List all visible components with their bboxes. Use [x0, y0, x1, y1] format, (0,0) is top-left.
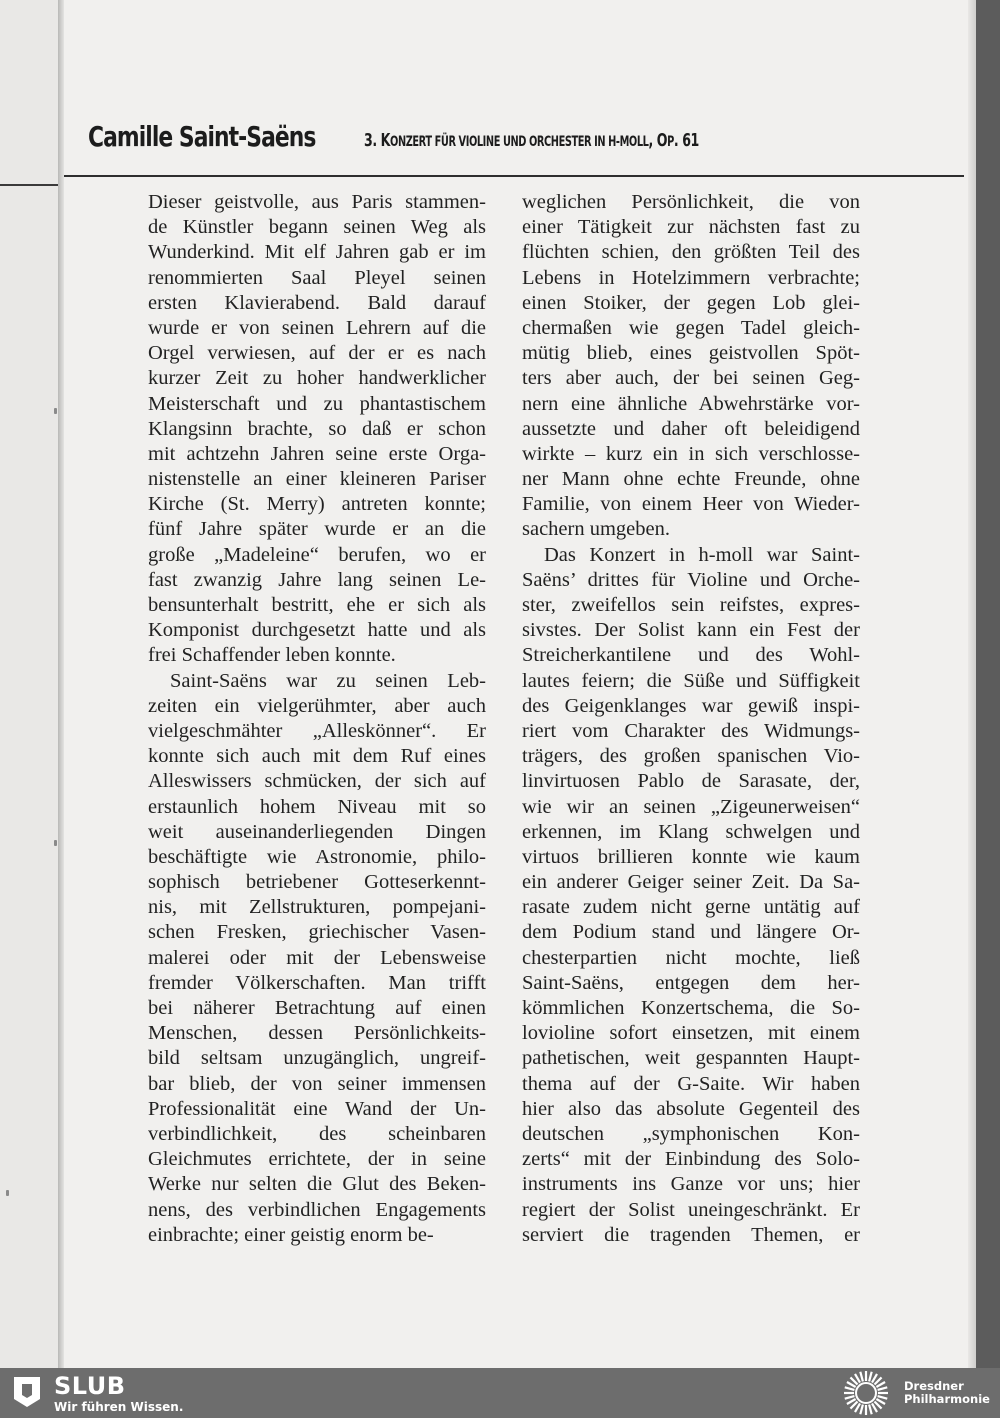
text-line: renommierten Saal Pleyel seinen	[148, 266, 486, 289]
work-opus-smallcaps: P	[667, 134, 674, 150]
work-title	[364, 130, 699, 151]
text-line: aussetzte und daher oft beleidigend	[522, 417, 860, 440]
text-line: verbindlichkeit, des scheinbaren	[148, 1122, 486, 1145]
text-line: Menschen, dessen Persönlichkeits-	[148, 1022, 486, 1045]
work-number: 3. K	[364, 130, 391, 151]
text-line: beschäftigte wie Astronomie, philo-	[148, 845, 486, 868]
text-line: schen Fresken, griechischer Vasen-	[148, 921, 486, 944]
text-line: einer Tätigkeit zur nächsten fast zu	[522, 216, 860, 239]
text-line: fremder Völkerschaften. Man trifft	[148, 971, 486, 994]
text-line: virtuos brillieren konnte wie kaum	[522, 845, 860, 868]
text-line: ters aber auch, der bei seinen Geg-	[522, 367, 860, 390]
text-line: bensunterhalt bestritt, ehe er sich als	[148, 594, 486, 616]
text-line: Familie, von einem Heer von Wieder-	[522, 493, 860, 516]
text-line: zerts“ mit der Einbindung des Solo-	[522, 1148, 860, 1171]
next-page-edge	[968, 0, 976, 1368]
composer-title: Camille Saint-Saëns	[88, 120, 316, 153]
text-line: sachern umgeben.	[522, 518, 670, 541]
text-line: ner Mann ohne echte Freunde, ohne	[522, 468, 860, 491]
text-line: Saint-Saëns war zu seinen Leb-	[170, 669, 486, 692]
text-line: Komponist durchgesetzt hatte und als	[148, 619, 486, 642]
text-line: Professionalität eine Wand der Un-	[148, 1097, 486, 1120]
partner-name	[904, 1380, 990, 1406]
text-line: lovioline sofort einsetzen, mit einem	[522, 1022, 860, 1045]
text-line: große „Madeleine“ berufen, wo er	[148, 543, 486, 566]
text-line: deutschen „symphonischen Kon-	[522, 1122, 860, 1145]
header-rule	[64, 175, 964, 177]
text-line: weglichen Persönlichkeit, die von	[522, 191, 860, 213]
work-title-smallcaps: ONZERT FÜR VIOLINE UND ORCHESTER IN H-MOLL	[390, 134, 649, 150]
slub-tagline: Wir führen Wissen.	[54, 1400, 184, 1414]
text-line: Streicherkantilene und des Wohl-	[522, 644, 860, 667]
page-header	[88, 120, 848, 164]
text-line: regiert der Solist uneingeschränkt. Er	[522, 1198, 860, 1221]
text-line: nis, mit Zellstrukturen, pompejani-	[148, 896, 486, 919]
text-line: sophisch betriebener Gotteserkennt-	[148, 871, 486, 894]
text-line: de Künstler begann seinen Weg als	[148, 216, 486, 239]
text-line: ster, zweifellos sein reifstes, expres-	[522, 594, 860, 616]
text-line: Gleichmutes errichtete, der in seine	[148, 1148, 486, 1171]
text-line: Alleswissers schmücken, der sich auf	[148, 770, 486, 793]
text-line: mit achtzehn Jahren seine erste Orga-	[148, 442, 486, 465]
scan-background-right	[968, 0, 1000, 1368]
text-line: frei Schaffender leben konnte.	[148, 644, 396, 667]
text-line: Kirche (St. Merry) antreten konnte;	[148, 493, 486, 516]
text-line: einbrachte; einer geistig enorm be-	[148, 1223, 434, 1246]
text-line: wie wir an seinen „Zigeunerweisen“	[522, 795, 860, 818]
text-line: wirkte – kurz ein in sich verschlosse-	[522, 442, 860, 465]
work-opus-prefix: , O	[648, 130, 668, 151]
text-line: fast zwanzig Jahre lang seinen Le-	[148, 568, 486, 591]
text-line: weit auseinanderliegenden Dingen	[148, 820, 486, 843]
partner-line-1: Dresdner	[904, 1379, 964, 1393]
text-line: vielgeschmähter „Alleskönner“. Er	[148, 719, 486, 742]
partner-line-2: Philharmonie	[904, 1392, 990, 1406]
text-line: Orgel verwiesen, auf der er es nach	[148, 342, 486, 365]
text-line: Wunderkind. Mit elf Jahren gab er im	[148, 241, 486, 264]
text-line: kömmlichen Konzertschema, die So-	[522, 997, 860, 1019]
text-line: instruments ins Ganze vor uns; hier	[522, 1173, 860, 1196]
text-line: chesterpartien nicht mochte, ließ	[522, 946, 860, 969]
text-line: malerei oder mit der Lebensweise	[148, 946, 486, 969]
slub-logo-icon	[10, 1375, 44, 1409]
text-line: Werke nur selten die Glut des Beken-	[148, 1173, 486, 1196]
text-line: Saint-Saëns, entgegen dem her-	[522, 971, 860, 994]
text-line: hier also das absolute Gegenteil des	[522, 1097, 860, 1120]
text-line: Das Konzert in h-moll war Saint-	[544, 543, 860, 566]
text-line: serviert die tragenden Themen, er	[522, 1223, 860, 1246]
text-line: nens, des verbindlichen Engagements	[148, 1198, 486, 1221]
text-line: mütig blieb, eines geistvollen Spöt-	[522, 342, 860, 365]
text-line: ersten Klavierabend. Bald darauf	[148, 291, 486, 314]
work-opus-number: . 61	[673, 130, 699, 151]
text-line: rasate zudem nicht gerne untätig auf	[522, 896, 860, 919]
text-line: linvirtuosen Pablo de Sarasate, der,	[522, 770, 860, 793]
text-line: bar blieb, der von seiner immensen	[148, 1072, 486, 1095]
text-line: einen Stoiker, der gegen Lob glei-	[522, 291, 860, 314]
binding-mark	[54, 408, 57, 414]
text-line: Saëns’ drittes für Violine und Orche-	[522, 568, 860, 591]
binding-mark	[54, 840, 57, 846]
text-column-right	[522, 190, 860, 1248]
text-line: bild seltsam unzugänglich, ungreif-	[148, 1047, 486, 1070]
text-line: bei näherer Betrachtung auf einen	[148, 997, 486, 1019]
text-line: erstaunlich hohem Niveau mit so	[148, 795, 486, 818]
previous-page-edge	[0, 0, 58, 1368]
slub-name: SLUB	[54, 1372, 126, 1400]
text-line: chermaßen wie gegen Tadel gleich-	[522, 316, 860, 339]
text-line: des Geigenklanges war gewiß inspi-	[522, 694, 860, 717]
binding-mark	[6, 1190, 9, 1196]
text-line: ein anderer Geiger seiner Zeit. Da Sa-	[522, 871, 860, 894]
text-line: Dieser geistvolle, aus Paris stammen-	[148, 191, 486, 213]
text-line: erkennen, im Klang schwelgen und	[522, 820, 860, 843]
text-line: kurzer Zeit zu hoher handwerklicher	[148, 367, 486, 390]
text-line: pathetischen, weit gespannten Haupt-	[522, 1047, 860, 1070]
text-line: lautes feiern; die Süße und Süffigkeit	[522, 669, 860, 692]
text-line: nistenstelle an einer kleineren Pariser	[148, 468, 486, 491]
footer-bar	[0, 1368, 1000, 1418]
text-line: flüchten schien, den größten Teil des	[522, 241, 860, 264]
previous-page-rule	[0, 184, 58, 186]
text-line: riert vom Charakter des Widmungs-	[522, 719, 860, 742]
text-line: trägers, des großen spanischen Vio-	[522, 745, 860, 768]
text-line: fünf Jahre später wurde er an die	[148, 518, 486, 541]
text-line: Meisterschaft und zu phantastischem	[148, 392, 486, 415]
philharmonie-logo-icon	[840, 1369, 892, 1417]
text-line: dem Podium stand und längere Or-	[522, 921, 860, 944]
text-line: wurde er von seinen Lehrern auf die	[148, 316, 486, 339]
text-line: Lebens in Hotelzimmern verbrachte;	[522, 266, 860, 289]
text-line: Klangsinn brachte, so daß er schon	[148, 417, 486, 440]
text-column-left	[148, 190, 486, 1248]
text-line: zeiten ein vielgerühmter, aber auch	[148, 694, 486, 717]
text-line: thema auf der G-Saite. Wir haben	[522, 1072, 860, 1095]
text-line: nern eine ähnliche Abwehrstärke vor-	[522, 392, 860, 415]
text-line: sivstes. Der Solist kann ein Fest der	[522, 619, 860, 642]
text-line: konnte sich auch mit dem Ruf eines	[148, 745, 486, 768]
